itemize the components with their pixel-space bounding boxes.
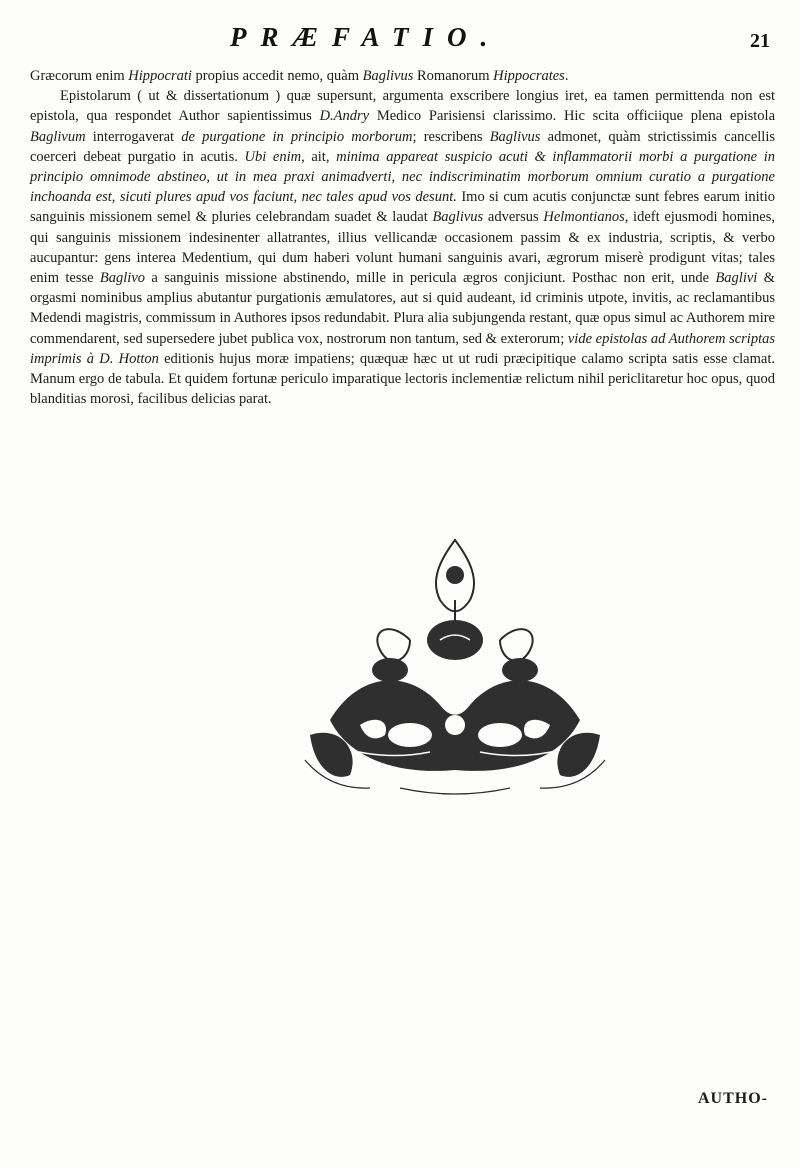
italic-name: Baglivum: [30, 128, 86, 145]
text-run: interrogaverat: [85, 128, 182, 145]
italic-name: Baglivus: [362, 68, 414, 84]
catchword: AUTHO-: [698, 1090, 768, 1107]
paragraph-1: [30, 66, 775, 86]
text-run: propius accedit nemo, quàm: [191, 68, 363, 84]
italic-phrase: vide epistolas ad Authorem scriptas imprimis à D. Hotton: [30, 330, 775, 367]
italic-name: Hippocrati: [128, 68, 192, 84]
italic-phrase: Ubi enim: [244, 148, 302, 165]
italic-name: Hippocrates: [493, 68, 565, 84]
italic-phrase: de purgatione in principio morborum: [181, 128, 413, 145]
italic-name: D.Andry: [319, 108, 370, 125]
text-run: Romanorum: [413, 68, 494, 84]
text-run: , ait,: [301, 148, 337, 165]
text-run: adversus: [483, 209, 544, 226]
woodcut-ornament: [290, 520, 620, 805]
paragraph-2: [30, 86, 775, 409]
running-title: PRÆFATIO.: [230, 22, 502, 52]
text-run: ; rescribens: [412, 128, 490, 145]
page-number: 21: [750, 30, 770, 52]
text-run: .: [564, 68, 569, 84]
text-run: admonet, quàm strictissimis cancellis coerceri debeat purgatio in acutis.: [30, 128, 775, 165]
italic-name: Baglivus: [432, 209, 484, 226]
text-run: Medico Parisiensi clarissimo. Hic scita officiique plena epistola: [369, 108, 776, 125]
italic-name: Baglivi: [715, 270, 758, 287]
text-run: , ideft ejusmodi homines, qui sanguinis missionem indesinenter allatrantes, illius vellicandæ occasionem passim & ex industria, scriptis, & verbo aucupantur: gens interea Medentium, qui dum haberi volunt humani sanguinis avari, ægrorum miserè prodigunt vitas; tales enim tesse: [30, 209, 775, 287]
text-run: Imo si cum acutis conjunctæ sunt febres earum initio sanguinis missionem semel & pluries celebrandam suadet & laudat: [30, 189, 775, 226]
italic-quote: minima appareat suspicio acuti & inflammatorii morbi a purgatione in principio omnimode abstineo, ut in mea praxi animadverti, nec indiscriminatim morborum omnium curatio a purgatione inchoanda est, sicuti plures apud vos faciunt, nec tales apud vos desunt.: [30, 148, 775, 206]
body-text: [30, 66, 775, 409]
italic-name: Baglivo: [99, 270, 146, 287]
text-run: a sanguinis missione abstinendo, mille in pericula ægros conjiciunt. Posthac non erit, unde: [145, 270, 716, 287]
text-run: editionis hujus moræ impatiens; quæquæ hæc ut ut rudi præcipitique calamo scripta satis esse clamat. Manum ergo de tabula. Et quidem fortunæ periculo imparatique lectoris inclementiæ relictum nihil periclitaretur hoc opus, quod blanditias morosi, facilibus delicias parat.: [30, 350, 775, 408]
text-run: Græcorum enim: [30, 68, 129, 84]
italic-name: Helmontianos: [543, 209, 625, 226]
text-run: Epistolarum ( ut & dissertationum ) quæ supersunt, argumenta exscribere longius iret, ea tamen permittenda non est epistola, qua respondet Author sapientissimus: [30, 88, 775, 125]
italic-name: Baglivus: [489, 128, 541, 145]
text-run: & orgasmi nominibus amplius abutantur purgationis æmulatores, aut si quid audeant, id criminis utpote, invitis, ac reclamantibus Medendi magistris, commissum in Authores ipsos redundabit. Plura alia subjungenda restant, quæ opus simul ac Authorem mire commendarent, sed supersedere jubet publica vox, nostrorum non tantum, sed & exterorum;: [30, 270, 775, 347]
